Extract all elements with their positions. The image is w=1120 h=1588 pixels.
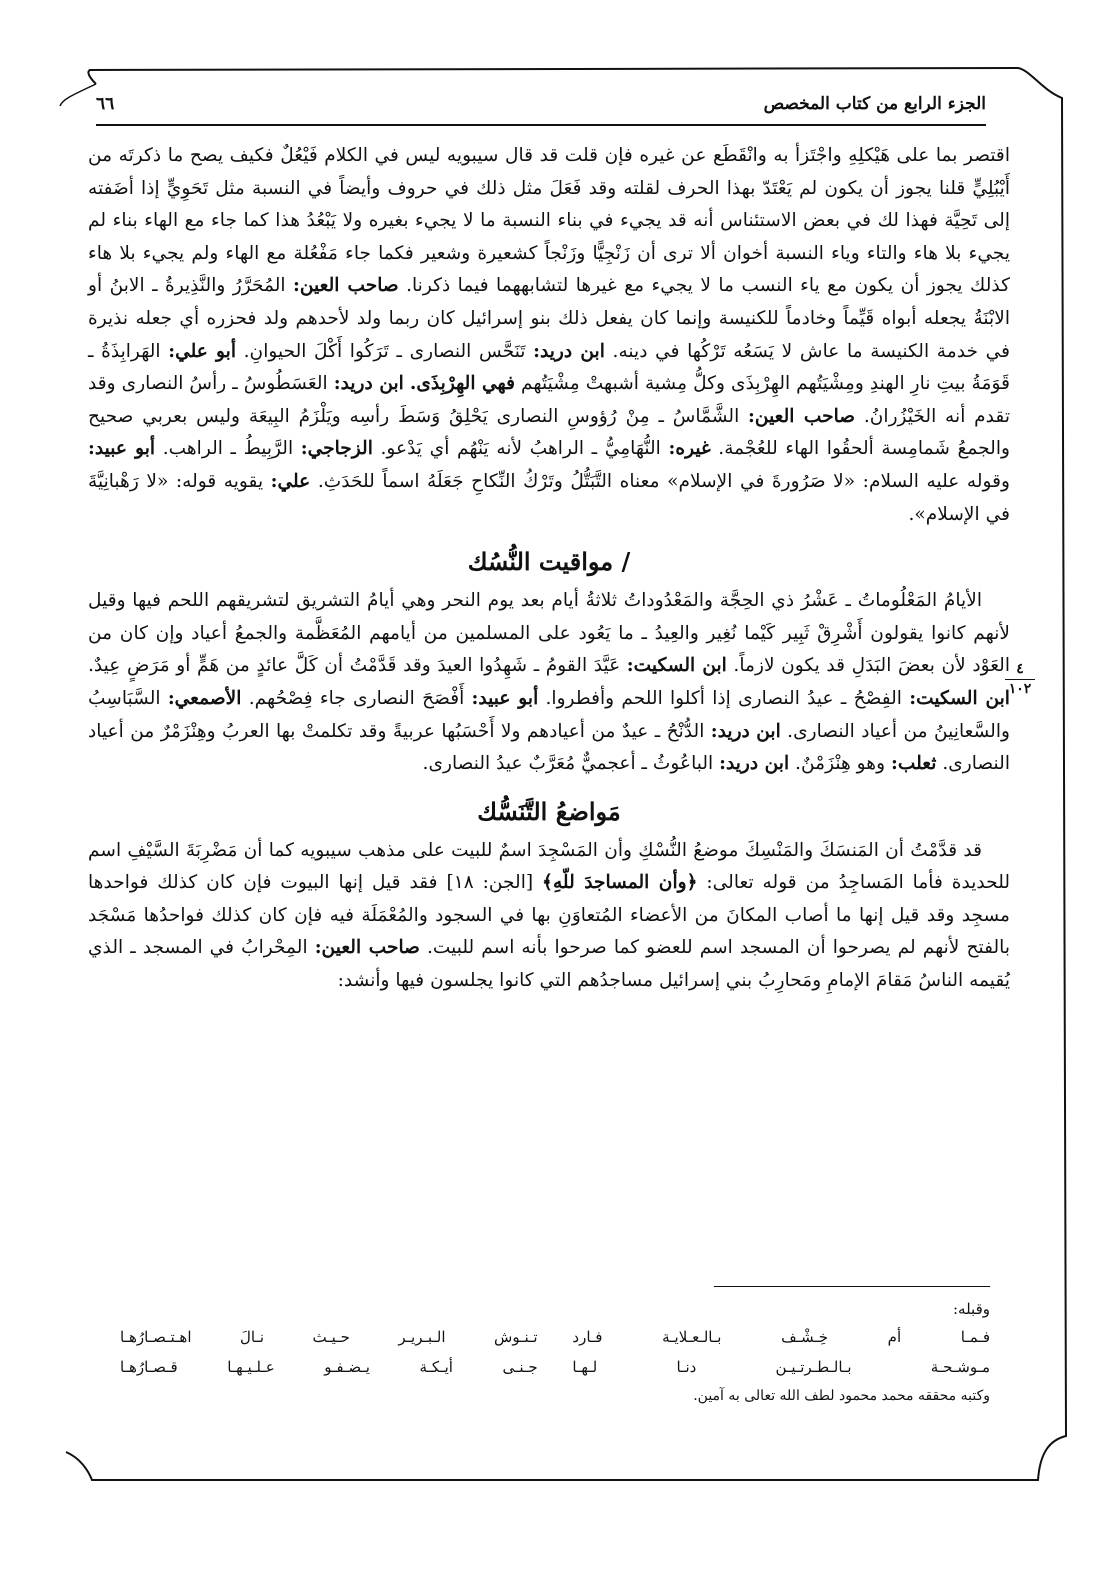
footnotes [120,1296,990,1410]
source-label: غيره: [668,438,711,460]
source-label: الأصمعي: [167,687,242,709]
source-label: أبو عبيد: [471,687,539,709]
source-label: ابن دريد: [719,753,790,775]
footnote-label: وقبله: [952,1300,990,1318]
margin-ref-top: ٤ [1016,661,1024,677]
source-label: ابن السكيت: [626,655,727,677]
section-title-mawaqit: / مواقيت النُّسُك [467,547,631,577]
source-label: صاحب العين: [293,275,399,297]
source-label: دريد: [710,720,750,742]
verse-hemistich-1b: تـنـوش الـبـريـر حـيـث نـالَ اهـتـصـارُهـا [120,1328,538,1346]
source-label: علي: [270,470,311,492]
verse-hemistich-1a: فـمـا أم خِـشْـف بـالـعـلايـة فـارد [572,1328,990,1346]
footnote-divider [714,1286,990,1287]
source-label: ابن دريد: [533,340,605,362]
source-label: أبو عبيد: [88,438,156,460]
section-title-mawadi: مَواضعُ التَّنَسُّك [477,796,621,826]
verse-hemistich-2a: مـوشـحـة بـالـطـرتـيـن دنـا لـهـا [572,1358,990,1376]
source-label: صاحب العين: [748,405,856,427]
margin-ref-bottom: ١٠٢ [1008,681,1032,697]
quran-quote: ﴿وأن المساجدَ للّهِ﴾ [542,872,698,894]
verse-line-1 [120,1322,990,1352]
source-label: ثعلب: [890,753,937,775]
source-label: ابن دريد: [333,373,404,395]
source-label: ابن [756,720,781,742]
source-label: صاحب العين: [314,937,420,959]
verse-hemistich-2b: جـنـى أيـكـة يـضـفـو عـلـيـهـا قـصـارُهـا [120,1358,538,1376]
main-text [88,140,1010,998]
page-number: ٦٦ [96,94,115,114]
editor-credit: وكتبه محققه محمد محمود لطف الله تعالى به آمين. [693,1388,990,1404]
verse-line-2 [120,1352,990,1382]
source-label: ابن السكيت: [909,687,1010,709]
running-header [96,82,986,126]
paragraph-3: قد قدَّمْتُ أن المَنسَكَ والمَنْسِكَ موضعُ النُّسْكِ وأن المَسْجِدَ اسمٌ للبيت على مذهب سيبويه كما أن مَضْرِبَةَ السَّيْفِ اسم للحديدة فأما المَساجِدُ من قوله تعالى: ﴿وأن المساجدَ للّهِ﴾ [الجن: ١٨] فقد قيل إنها البيوت فإن كان كذلك فواحدها مسجِد وقد قيل إنها ما أصاب المكانَ من الأعضاء المُتعاوَنِ بها في السجود والمُعْمَلَة فيه فإن كان كذلك فواحدُها مَسْجَد بالفتح لأنهم لم يصرحوا أن المسجد اسم للعضو كما صرحوا بأنه اسم للبيت. صاحب العين: المِحْرابُ في المسجد ـ الذي يُقيمه الناسُ مَقامَ الإمامِ ومَحارِبُ بني إسرائيل مساجدُهم التي كانوا يجلسون فيها وأنشد: [88,839,1011,992]
source-label: أبو علي: [168,340,236,362]
book-title: الجزء الرابع من كتاب المخصص [763,94,986,114]
emphasis-text: فهي الهِرْبِذَى. [409,373,516,395]
paragraph-2: الأيامُ المَعْلُوماتُ ـ عَشْرُ ذي الحِجَّة والمَعْدُوداتُ ثلاثةُ أيام بعد يوم النحر وهي أيامُ التشريق لتشريقهم اللحم فيها وقيل لأنهم كانوا يقولون أَشْرِقْ ثَبِير كَيْما نُغِير والعِيدُ ـ ما يَعُود على المسلمين من أيامهم المُعَظَّمة والجمعُ أعياد وإن كان من العَوْد لأن بعضَ البَدَلِ قد يكون لازماً. ابن السكيت: عَيَّدَ القومُ ـ شَهِدُوا العيدَ وقد قَدَّمْتُ أن كَلَّ عائدٍ من هَمٍّ أو مَرَضٍ عِيدٌ. ابن السكيت: الفِصْحُ ـ عيدُ النصارى إذا أكلوا اللحم وأفطروا. أبو عبيد: أَفْصَحَ النصارى جاء فِصْحُهم. الأصمعي: السَّبَاسِبُ والسَّعانِينُ من أعياد النصارى. ابن دريد: الدُّنْحُ ـ عيدٌ من أعيادهم ولا أَحْسَبُها عربيةً وقد تكلمتْ بها العربُ وهِنْزَمْرٌ من أعياد النصارى. ثعلب: وهو هِنْزَمْنٌ. ابن دريد: الباعُوثُ ـ أعجميٌّ مُعَرَّبٌ عيدُ النصارى. [88,590,1011,775]
paragraph-1: اقتصر بما على هَيْكلِهِ واجْتَزأ به وانْقَطَع عن غيره فإن قلت قد قال سيبويه ليس في الكلام فَيْعُلٌ فكيف يصح ما ذكرتَه من أَيْبُلِيٍّ قلنا يجوز أن يكون لم يَعْتَدّ بهذا الحرف لقلته وقد فَعَلَ مثل ذلك في حروف وأيضاً في النسبة مثل تَحَوِيٍّ إذا أضَفته إلى تَحِيَّة فهذا لك في بعض الاستئناس أنه قد يجيء في بناء النسبة ما لا يجيء بغيره ولا يَبْعُدُ هذا كما جاء مع الهاء بناء لم يجيء بلا هاء والتاء وياء النسبة أخوان ألا ترى أن زَنْجِيًّا وزَنْجاً كشعيرة وشعير فكما جاء مَفْعُلة مع الهاء ولم يجيء بلا هاء كذلك يجوز أن يكون مع ياء النسب ما لا يجيء مع غيرها لتشابههما فيما ذكرنا. صاحب العين: المُحَرَّرُ والنَّذِيرةُ ـ الابنُ أو الابْنَةُ يجعله أبواه قَيِّماً وخادماً للكنيسة وإنما كان يفعل ذلك بنو إسرائيل كان ربما ولد لأحدهم ولد فحزره أي جعله نذيرة في خدمة الكنيسة ما عاش لا يَسَعُه تَرْكُها في دينه. ابن دريد: تَنَحَّس النصارى ـ تَرَكُوا أَكْلَ الحيوانِ. أبو علي: الهَرابِذَةُ ـ قَوَمَةُ بيتِ نارِ الهندِ ومِشْيَتُهم الهِرْبِذَى وكلُّ مِشية أشبهتْ مِشْيَتُهم فهي الهِرْبِذَى. ابن دريد: العَسَطُوسُ ـ رأسُ النصارى وقد تقدم أنه الخَيْزُرانُ. صاحب العين: الشَّمَّاسُ ـ مِنْ رُؤوسِ النصارى يَحْلِقُ وَسَطَ رأسِه ويَلْزَمُ البِيعَة وليس بعربي صحيح والجمعُ شَمامِسة ألحقُوا الهاء للعُجْمة. غيره: النُّهَامِيُّ ـ الراهبُ لأنه يَنْهُم أي يَدْعو. الزجاجي: الرَّبِيطُ ـ الراهب. أبو عبيد: وقوله عليه السلام: «لا صَرُورةَ في الإسلام» معناه التَّبَتُّلُ وتَرْكُ النِّكاحِ جَعَلَهُ اسماً للحَدَثِ. علي: يقويه قوله: «لا رَهْبانِيَّةَ في الإسلام». [88,145,1010,525]
source-label: الزجاجي: [300,438,373,460]
